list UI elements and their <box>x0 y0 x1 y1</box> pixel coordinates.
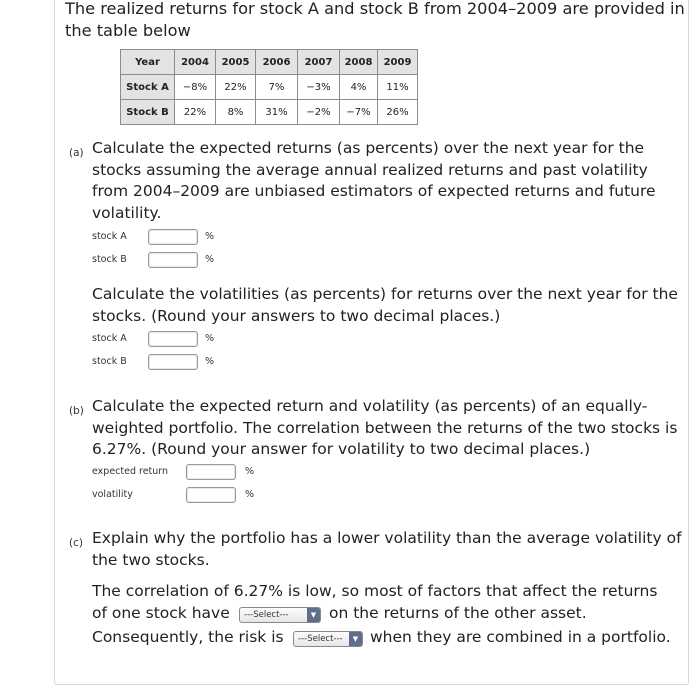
stock-a-volatility-label: stock A <box>92 333 127 344</box>
stock-b-volatility-input[interactable] <box>148 354 198 370</box>
table-cell: 22% <box>216 75 256 100</box>
table-cell: 11% <box>378 75 418 100</box>
part-c-line2-end: on the returns of the other asset. <box>329 604 587 622</box>
part-a-question: Calculate the expected returns (as percents) over the next year for the stocks assuming the average annual realized returns and past volatility from 2004–2009 are unbiased estimators of expected returns and future volatility. <box>92 139 656 222</box>
table-row <box>121 100 418 125</box>
stock-b-expected-return-input[interactable] <box>148 252 198 268</box>
returns-table <box>120 49 418 125</box>
stock-b-volatility-label: stock B <box>92 356 127 367</box>
portfolio-expected-return-input[interactable] <box>186 464 236 480</box>
part-c-line3-end: when they are combined in a portfolio. <box>370 628 671 646</box>
stock-b-return-label: stock B <box>92 254 127 265</box>
table-header-cell: 2007 <box>298 50 340 75</box>
table-cell: 8% <box>216 100 256 125</box>
risk-select-value: ---Select--- <box>298 634 343 644</box>
table-header-cell: 2004 <box>175 50 216 75</box>
effect-select-value: ---Select--- <box>244 610 289 620</box>
table-cell: −3% <box>298 75 340 100</box>
table-cell: −7% <box>340 100 378 125</box>
volatility-label: volatility <box>92 489 133 500</box>
chevron-down-icon: ▼ <box>349 632 362 646</box>
part-c-line3-start: Consequently, the risk is <box>92 628 284 646</box>
intro-text: The realized returns for stock A and stock B from 2004–2009 are provided in the table below <box>65 0 685 40</box>
stock-a-volatility-input[interactable] <box>148 331 198 347</box>
table-cell: 26% <box>378 100 418 125</box>
effect-select[interactable] <box>239 607 321 623</box>
stock-a-expected-return-input[interactable] <box>148 229 198 245</box>
table-cell: 31% <box>256 100 298 125</box>
part-b-question: Calculate the expected return and volatility (as percents) of an equally-weighted portfolio. The correlation between the returns of the two stocks is 6.27%. (Round your answer for volatility to two decimal places.) <box>92 397 678 458</box>
table-row-label: Stock A <box>121 75 175 100</box>
percent-unit: % <box>205 356 215 367</box>
percent-unit: % <box>205 333 215 344</box>
percent-unit: % <box>205 254 215 265</box>
risk-select[interactable] <box>293 631 363 647</box>
table-row <box>121 75 418 100</box>
table-header-row <box>121 50 418 75</box>
table-header-cell: 2006 <box>256 50 298 75</box>
table-row-label: Stock B <box>121 100 175 125</box>
table-cell: 7% <box>256 75 298 100</box>
stock-a-return-label: stock A <box>92 231 127 242</box>
part-c-line2-start: of one stock have <box>92 604 230 622</box>
part-b-label: (b) <box>69 405 84 417</box>
part-a-label: (a) <box>69 147 84 159</box>
part-a-volatility-question: Calculate the volatilities (as percents) for returns over the next year for the stocks. (Round your answers to two decimal places.) <box>92 285 678 325</box>
chevron-down-icon: ▼ <box>307 608 320 622</box>
part-c-question: Explain why the portfolio has a lower volatility than the average volatility of the two stocks. <box>92 529 682 569</box>
part-c-line1: The correlation of 6.27% is low, so most of factors that affect the returns <box>92 582 658 600</box>
percent-unit: % <box>205 231 215 242</box>
percent-unit: % <box>245 489 255 500</box>
table-header-cell: 2005 <box>216 50 256 75</box>
table-cell: 22% <box>175 100 216 125</box>
table-header-cell: Year <box>121 50 175 75</box>
percent-unit: % <box>245 466 255 477</box>
table-header-cell: 2008 <box>340 50 378 75</box>
portfolio-volatility-input[interactable] <box>186 487 236 503</box>
table-cell: −8% <box>175 75 216 100</box>
part-c-label: (c) <box>69 537 83 549</box>
table-header-cell: 2009 <box>378 50 418 75</box>
table-cell: −2% <box>298 100 340 125</box>
expected-return-label: expected return <box>92 466 169 477</box>
table-cell: 4% <box>340 75 378 100</box>
